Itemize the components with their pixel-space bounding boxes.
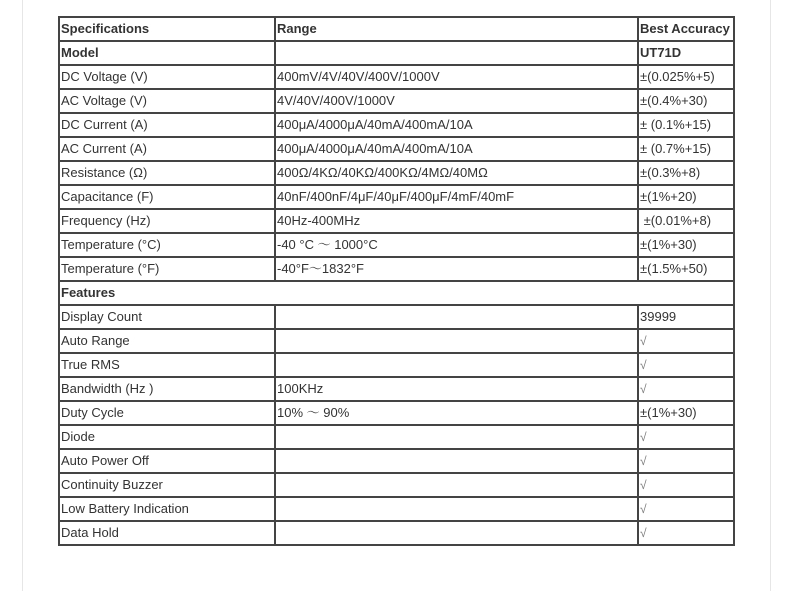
feature-row xyxy=(59,473,734,497)
feature-range xyxy=(275,449,638,473)
measurement-row xyxy=(59,89,734,113)
measurement-accuracy: ±(0.3%+8) xyxy=(638,161,734,185)
measurement-accuracy: ±(0.025%+5) xyxy=(638,65,734,89)
measurement-accuracy: ±(0.4%+30) xyxy=(638,89,734,113)
measurement-range: 400μA/4000μA/40mA/400mA/10A xyxy=(275,137,638,161)
measurement-row xyxy=(59,113,734,137)
page-frame-left-border xyxy=(22,0,23,591)
measurement-spec: Capacitance (F) xyxy=(59,185,275,209)
measurement-range: 400mV/4V/40V/400V/1000V xyxy=(275,65,638,89)
measurement-range: -40°F～1832°F xyxy=(275,257,638,281)
measurement-spec: AC Voltage (V) xyxy=(59,89,275,113)
measurement-range: 40Hz-400MHz xyxy=(275,209,638,233)
feature-name: True RMS xyxy=(59,353,275,377)
feature-name: Bandwidth (Hz ) xyxy=(59,377,275,401)
measurement-row xyxy=(59,257,734,281)
measurement-row xyxy=(59,161,734,185)
feature-check-mark: √ xyxy=(638,425,734,449)
features-label: Features xyxy=(59,281,734,305)
feature-range xyxy=(275,329,638,353)
feature-name: Duty Cycle xyxy=(59,401,275,425)
feature-range xyxy=(275,473,638,497)
feature-check-mark: √ xyxy=(638,449,734,473)
feature-row xyxy=(59,521,734,545)
measurement-spec: Resistance (Ω) xyxy=(59,161,275,185)
feature-row xyxy=(59,377,734,401)
measurement-accuracy: ±(1.5%+50) xyxy=(638,257,734,281)
page-frame-right-border xyxy=(770,0,771,591)
header-best-accuracy: Best Accuracy xyxy=(638,17,734,41)
measurement-accuracy: ±(1%+20) xyxy=(638,185,734,209)
measurement-row xyxy=(59,233,734,257)
measurement-row xyxy=(59,209,734,233)
measurement-row xyxy=(59,185,734,209)
header-specifications: Specifications xyxy=(59,17,275,41)
feature-check-mark: √ xyxy=(638,497,734,521)
measurement-row xyxy=(59,65,734,89)
measurement-spec: Temperature (°F) xyxy=(59,257,275,281)
feature-name: Auto Range xyxy=(59,329,275,353)
feature-range: 100KHz xyxy=(275,377,638,401)
measurement-range: -40 °C ～ 1000°C xyxy=(275,233,638,257)
feature-row xyxy=(59,329,734,353)
feature-check-mark: √ xyxy=(638,353,734,377)
feature-range xyxy=(275,353,638,377)
measurement-range: 4V/40V/400V/1000V xyxy=(275,89,638,113)
header-range: Range xyxy=(275,17,638,41)
feature-check-mark: √ xyxy=(638,329,734,353)
measurement-range: 40nF/400nF/4μF/40μF/400μF/4mF/40mF xyxy=(275,185,638,209)
feature-row xyxy=(59,449,734,473)
feature-check-mark: √ xyxy=(638,521,734,545)
feature-name: Auto Power Off xyxy=(59,449,275,473)
feature-row xyxy=(59,401,734,425)
feature-name: Low Battery Indication xyxy=(59,497,275,521)
feature-name: Diode xyxy=(59,425,275,449)
feature-value: 39999 xyxy=(638,305,734,329)
measurement-spec: Frequency (Hz) xyxy=(59,209,275,233)
model-value: UT71D xyxy=(638,41,734,65)
feature-check-mark: √ xyxy=(638,473,734,497)
model-range-empty xyxy=(275,41,638,65)
feature-range xyxy=(275,497,638,521)
model-label: Model xyxy=(59,41,275,65)
measurement-spec: DC Current (A) xyxy=(59,113,275,137)
measurement-accuracy: ±(0.01%+8) xyxy=(638,209,734,233)
feature-value: ±(1%+30) xyxy=(638,401,734,425)
specifications-table xyxy=(58,16,735,546)
feature-range xyxy=(275,305,638,329)
feature-row xyxy=(59,425,734,449)
measurement-row xyxy=(59,137,734,161)
measurement-accuracy: ± (0.7%+15) xyxy=(638,137,734,161)
feature-range xyxy=(275,521,638,545)
measurement-spec: DC Voltage (V) xyxy=(59,65,275,89)
measurement-spec: Temperature (°C) xyxy=(59,233,275,257)
feature-row xyxy=(59,353,734,377)
table-header-row xyxy=(59,17,734,41)
features-section-row xyxy=(59,281,734,305)
feature-name: Display Count xyxy=(59,305,275,329)
feature-row xyxy=(59,497,734,521)
feature-row xyxy=(59,305,734,329)
measurement-spec: AC Current (A) xyxy=(59,137,275,161)
measurement-accuracy: ± (0.1%+15) xyxy=(638,113,734,137)
measurement-accuracy: ±(1%+30) xyxy=(638,233,734,257)
feature-range xyxy=(275,425,638,449)
feature-name: Data Hold xyxy=(59,521,275,545)
feature-range: 10% ～ 90% xyxy=(275,401,638,425)
model-row xyxy=(59,41,734,65)
feature-check-mark: √ xyxy=(638,377,734,401)
measurement-range: 400μA/4000μA/40mA/400mA/10A xyxy=(275,113,638,137)
feature-name: Continuity Buzzer xyxy=(59,473,275,497)
measurement-range: 400Ω/4KΩ/40KΩ/400KΩ/4MΩ/40MΩ xyxy=(275,161,638,185)
